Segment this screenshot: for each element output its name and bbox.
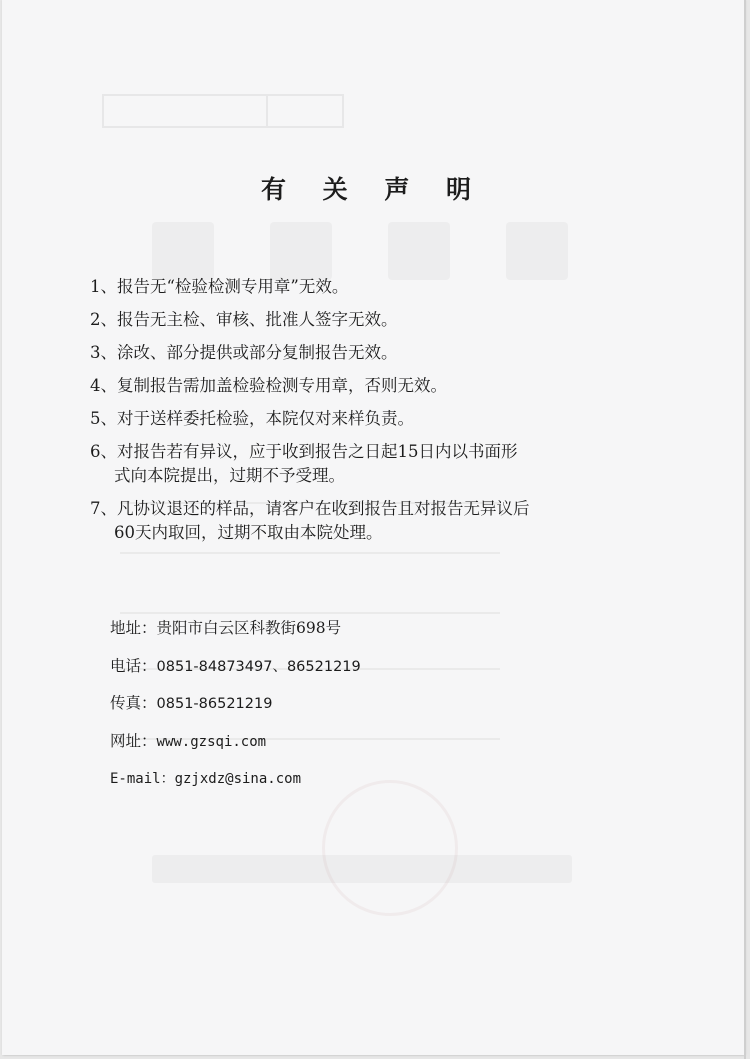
phone-label: 电话： — [110, 656, 157, 675]
statement-text: 复制报告需加盖检验检测专用章，否则无效。 — [117, 376, 447, 395]
statement-text: 报告无“检验检测专用章”无效。 — [117, 277, 349, 296]
statement-list — [90, 270, 630, 549]
statement-number: 1、 — [90, 277, 117, 296]
ghost-stamp — [322, 780, 458, 916]
website-row — [110, 723, 361, 761]
email-row — [110, 760, 361, 798]
statement-item — [90, 492, 630, 545]
statement-number: 3、 — [90, 343, 117, 362]
contact-info — [110, 610, 361, 798]
email-value: gzjxdz@sina.com — [174, 771, 302, 787]
statement-number: 4、 — [90, 376, 117, 395]
statement-number: 7、 — [90, 499, 117, 518]
statement-item — [90, 435, 630, 488]
statement-text: 报告无主检、审核、批准人签字无效。 — [117, 310, 398, 329]
phone-row — [110, 648, 361, 686]
email-label: E-mail： — [110, 771, 175, 787]
website-value: www.gzsqi.com — [156, 733, 267, 750]
statement-number: 5、 — [90, 409, 117, 428]
ghost-report-number-box — [102, 94, 344, 128]
statement-number: 2、 — [90, 310, 117, 329]
statement-item — [90, 336, 630, 369]
fax-value: 0851-86521219 — [156, 696, 273, 712]
statement-item — [90, 369, 630, 402]
statement-text-continued: 式向本院提出，过期不予受理。 — [114, 466, 345, 485]
scan-edge — [744, 0, 746, 1059]
address-label: 地址： — [110, 619, 157, 637]
statement-text-continued: 60天内取回，过期不取由本院处理。 — [114, 523, 383, 542]
statement-number: 6、 — [90, 442, 117, 461]
statement-text: 涂改、部分提供或部分复制报告无效。 — [117, 343, 398, 362]
address-value: 贵阳市白云区科教街698号 — [156, 619, 342, 637]
document-page — [2, 0, 744, 1055]
statement-item — [90, 270, 630, 303]
statement-item — [90, 303, 630, 336]
fax-row — [110, 685, 361, 723]
page-title: 有 关 声 明 — [260, 175, 486, 204]
fax-label: 传真： — [110, 694, 157, 712]
phone-value: 0851-84873497、86521219 — [156, 658, 361, 675]
website-label: 网址： — [110, 731, 157, 750]
statement-text: 对报告若有异议，应于收到报告之日起15日内以书面形 — [117, 442, 518, 461]
statement-item — [90, 402, 630, 435]
statement-text: 对于送样委托检验，本院仅对来样负责。 — [117, 409, 414, 428]
ghost-institution-name — [152, 855, 572, 883]
address-row — [110, 610, 361, 648]
statement-text: 凡协议退还的样品，请客户在收到报告且对报告无异议后 — [117, 499, 530, 518]
